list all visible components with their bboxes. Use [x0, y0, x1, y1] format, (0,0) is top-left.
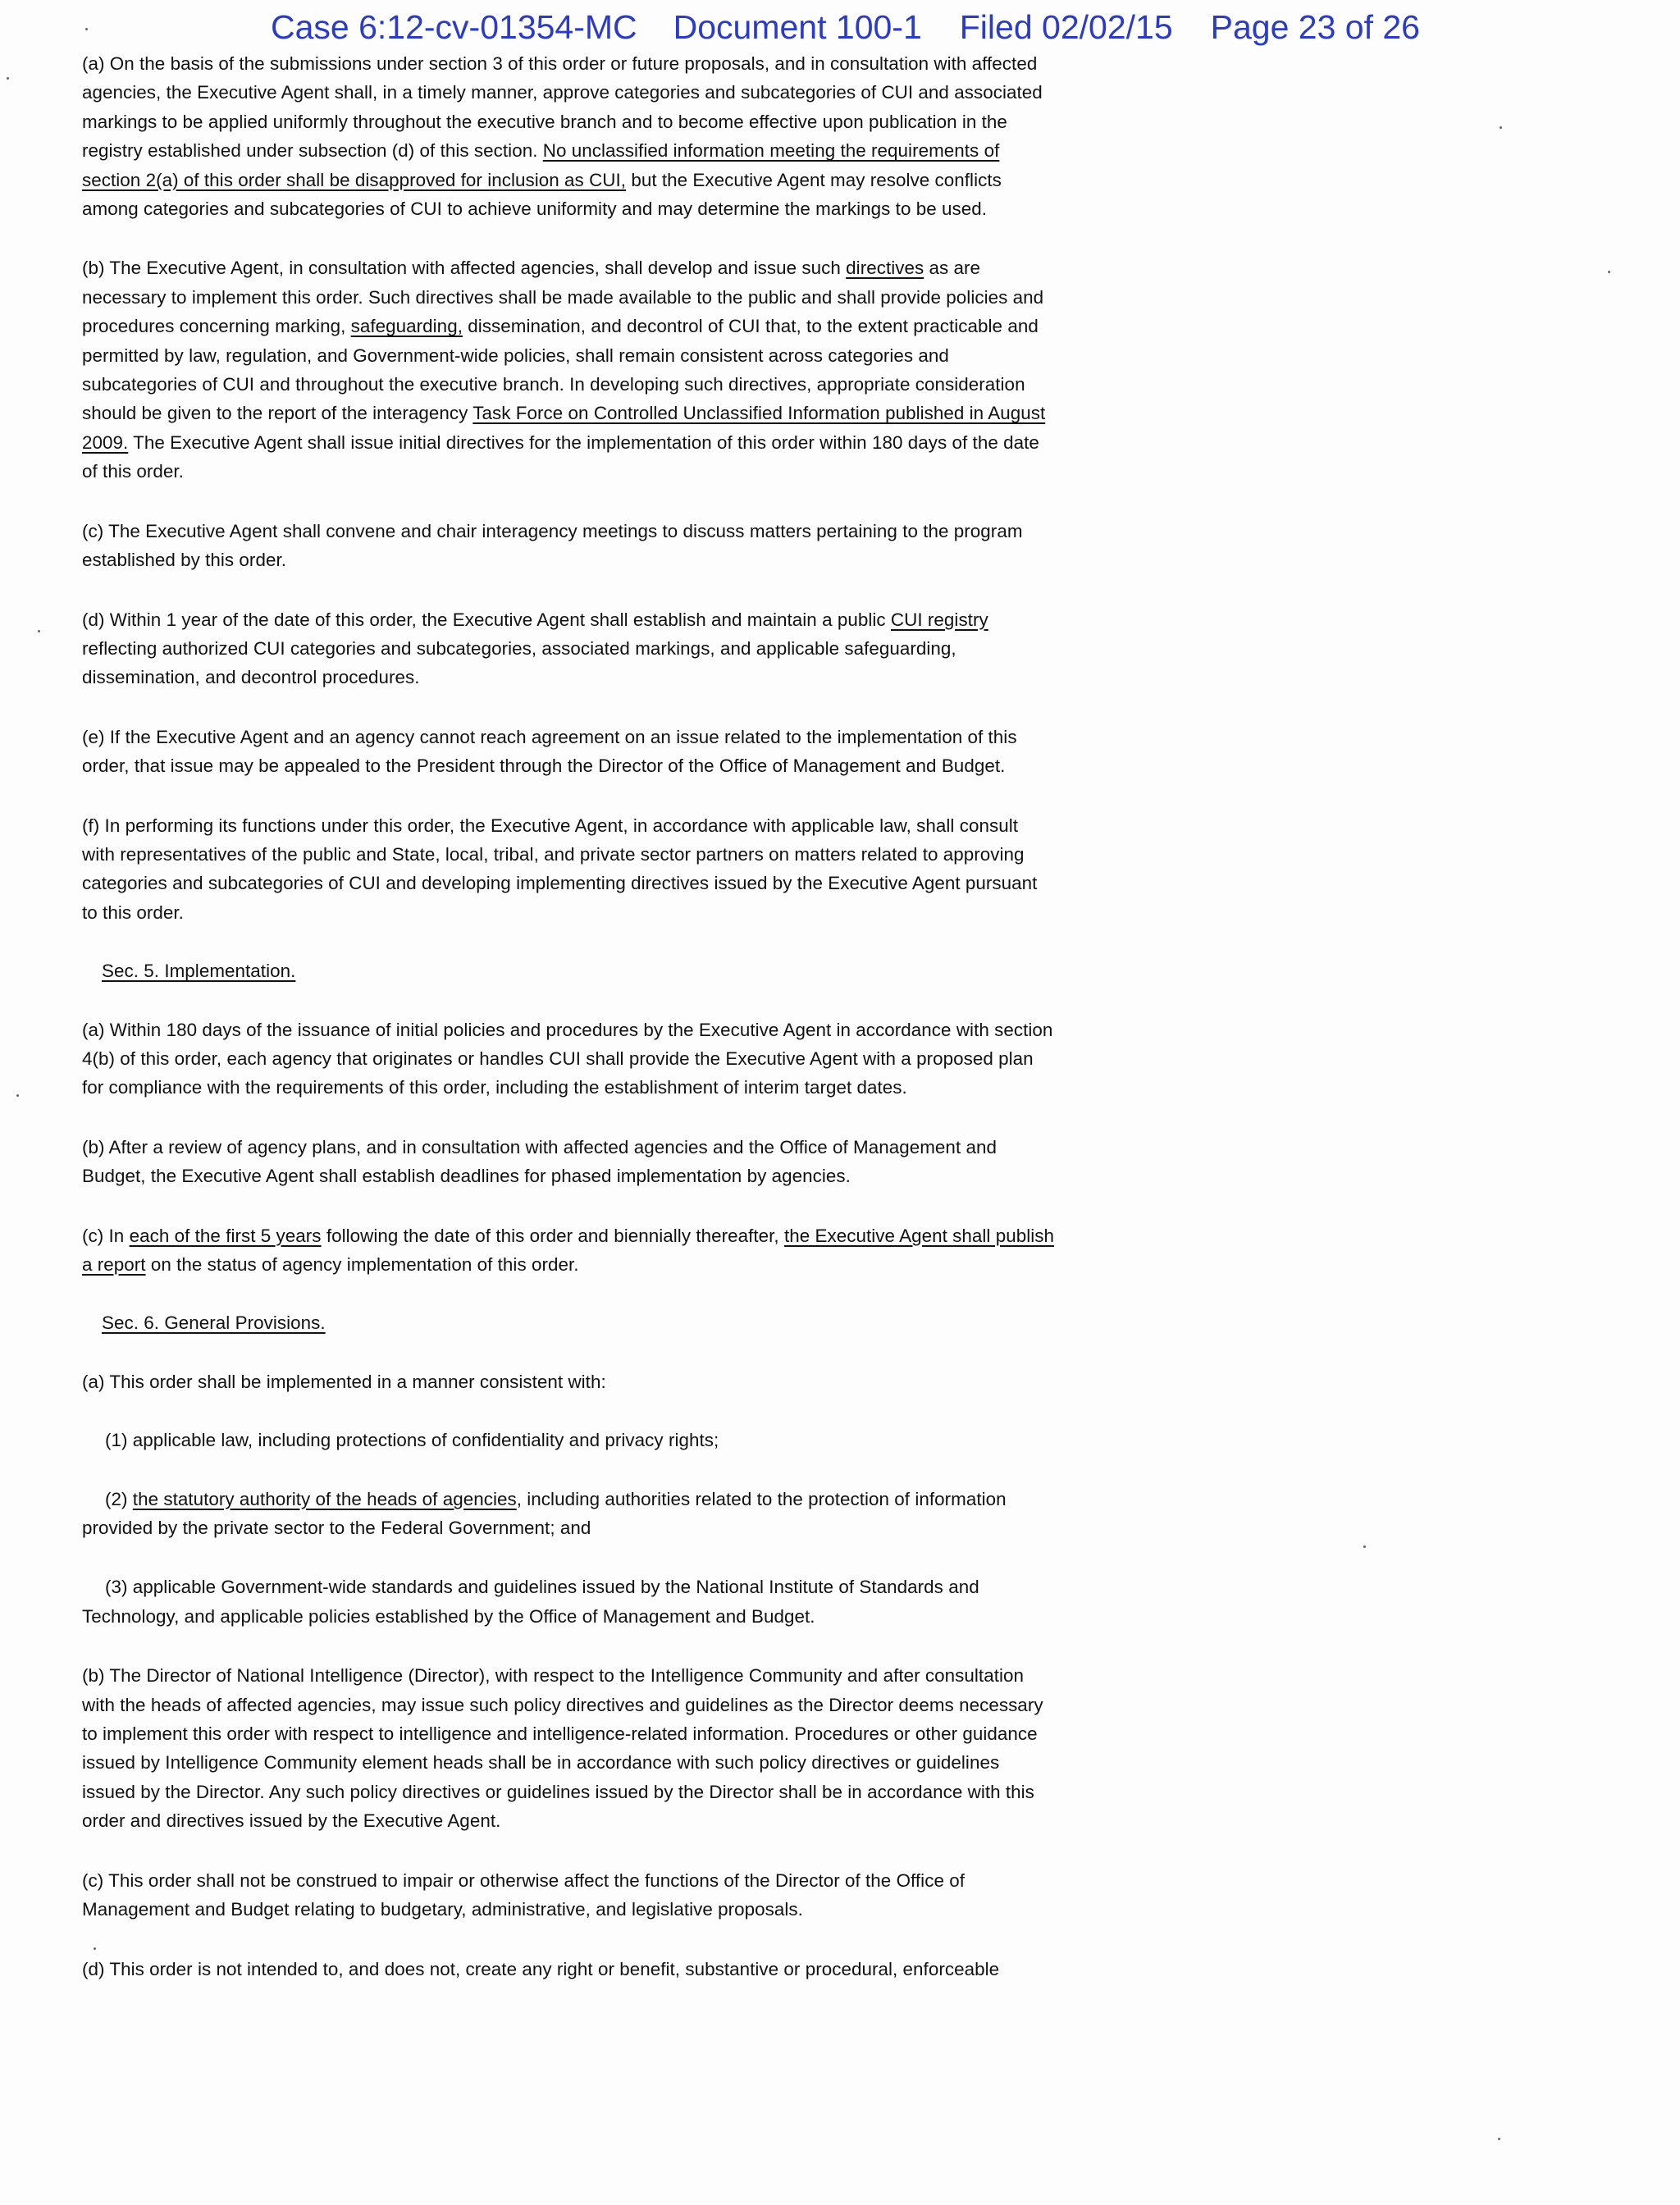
- case-header: [271, 8, 1420, 47]
- underlined-text: Task Force on Controlled Unclassified Information published in August 2009.: [82, 403, 1046, 453]
- paragraph-6a-2: (2) the statutory authority of the heads of agencies, including authorities related to the protection of information provided by the private sector to the Federal Government; and: [82, 1488, 1007, 1539]
- paragraph-6a-1: (1) applicable law, including protections of confidentiality and privacy rights;: [105, 1430, 719, 1451]
- underlined-text: No unclassified information meeting the requirements of section 2(a) of this order shall be disapproved for inclusion as CUI,: [82, 140, 1000, 190]
- paragraph-6c: (c) This order shall not be construed to impair or otherwise affect the functions of the Director of the Office of Management and Budget relating to budgetary, administrative, and legislative proposals.: [82, 1869, 965, 1920]
- document-number: Document 100-1: [673, 8, 922, 46]
- paragraph-6a-3: (3) applicable Government-wide standards and guidelines issued by the National Institute of Standards and Technology, and applicable policies established by the Office of Management and Budget.: [82, 1577, 979, 1627]
- section-6-heading: Sec. 6. General Provisions.: [102, 1312, 326, 1334]
- scan-speck: [1498, 2138, 1500, 2140]
- scan-speck: [1500, 126, 1502, 129]
- underlined-text: CUI registry: [890, 609, 988, 630]
- underlined-text: safeguarding,: [350, 316, 463, 337]
- paragraph-4a: (a) On the basis of the submissions under section 3 of this order or future proposals, and in consultation with affected agencies, the Executive Agent shall, in a timely manner, approve categories and subcategories of CUI and associated markings to be applied uniformly throughout the executive branch and to become effective upon publication in the registry established under subsection (d) of this section. No unclassified information meeting the requirements of section 2(a) of this order shall be disapproved for inclusion as CUI, but the Executive Agent may resolve conflicts among categories and subcategories of CUI to achieve uniformity and may determine the markings to be used.: [82, 53, 1043, 220]
- underlined-text: the statutory authority of the heads of agencies: [132, 1488, 517, 1509]
- paragraph-6a: (a) This order shall be implemented in a manner consistent with:: [82, 1371, 606, 1392]
- scan-speck: [38, 630, 40, 632]
- paragraph-6b: (b) The Director of National Intelligence (Director), with respect to the Intelligence Community and after consultation with the heads of affected agencies, may issue such policy directives and guidelines as the Director deems necessary to implement this order with respect to intelligence and intelligence-related information. Procedures or other guidance issued by Intelligence Community element heads shall be in accordance with such policy directives or guidelines issued by the Director. Any such policy directives or guidelines issued by the Director shall be in accordance with this order and directives issued by the Executive Agent.: [82, 1665, 1043, 1832]
- section-5-heading: Sec. 5. Implementation.: [102, 961, 296, 982]
- underlined-text: directives: [846, 258, 924, 279]
- scan-speck: [1608, 271, 1610, 273]
- paragraph-5a: (a) Within 180 days of the issuance of initial policies and procedures by the Executive Agent in accordance with section 4(b) of this order, each agency that originates or handles CUI shall provide the Executive Agent with a proposed plan for compliance with the requirements of this order, including the establishment of interim target dates.: [82, 1019, 1053, 1098]
- document-body: [82, 49, 1054, 1984]
- paragraph-4b: (b) The Executive Agent, in consultation with affected agencies, shall develop and issue such directives as are necessary to implement this order. Such directives shall be made available to the public and shall provide policies and procedures concerning marking, safeguarding, dissemination, and decontrol of CUI that, to the extent practicable and permitted by law, regulation, and Government-wide policies, shall remain consistent across categories and subcategories of CUI and throughout the executive branch. In developing such directives, appropriate consideration should be given to the report of the interagency Task Force on Controlled Unclassified Information published in August 2009. The Executive Agent shall issue initial directives for the implementation of this order within 180 days of the date of this order.: [82, 258, 1046, 482]
- underlined-text: the Executive Agent shall publish a report: [82, 1225, 1054, 1275]
- page-number: Page 23 of 26: [1210, 8, 1420, 46]
- scan-speck: [7, 77, 9, 80]
- paragraph-5b: (b) After a review of agency plans, and in consultation with affected agencies and the Office of Management and Budget, the Executive Agent shall establish deadlines for phased implementation by agencies.: [82, 1136, 997, 1187]
- paragraph-4d: (d) Within 1 year of the date of this order, the Executive Agent shall establish and maintain a public CUI registry reflecting authorized CUI categories and subcategories, associated markings, and applicable safeguarding, dissemination, and decontrol procedures.: [82, 609, 988, 688]
- paragraph-6d: (d) This order is not intended to, and does not, create any right or benefit, substantive or procedural, enforceable: [82, 1958, 1000, 1979]
- paragraph-4f: (f) In performing its functions under this order, the Executive Agent, in accordance with applicable law, shall consult with representatives of the public and State, local, tribal, and private sector partners on matters related to approving categories and subcategories of CUI and developing implementing directives issued by the Executive Agent pursuant to this order.: [82, 815, 1038, 923]
- paragraph-5c: (c) In each of the first 5 years following the date of this order and biennially thereafter, the Executive Agent shall publish a report on the status of agency implementation of this order.: [82, 1225, 1054, 1275]
- filed-date: Filed 02/02/15: [959, 8, 1173, 46]
- scan-speck: [16, 1094, 19, 1097]
- underlined-text: each of the first 5 years: [129, 1225, 322, 1246]
- scan-speck: [1363, 1545, 1366, 1548]
- case-number: Case 6:12-cv-01354-MC: [271, 8, 637, 46]
- paragraph-4e: (e) If the Executive Agent and an agency cannot reach agreement on an issue related to the implementation of this order, that issue may be appealed to the President through the Director of the Office of Management and Budget.: [82, 726, 1017, 777]
- scan-speck: [85, 28, 88, 30]
- paragraph-4c: (c) The Executive Agent shall convene and chair interagency meetings to discuss matters pertaining to the program established by this order.: [82, 520, 1023, 571]
- scan-speck: [94, 1947, 96, 1950]
